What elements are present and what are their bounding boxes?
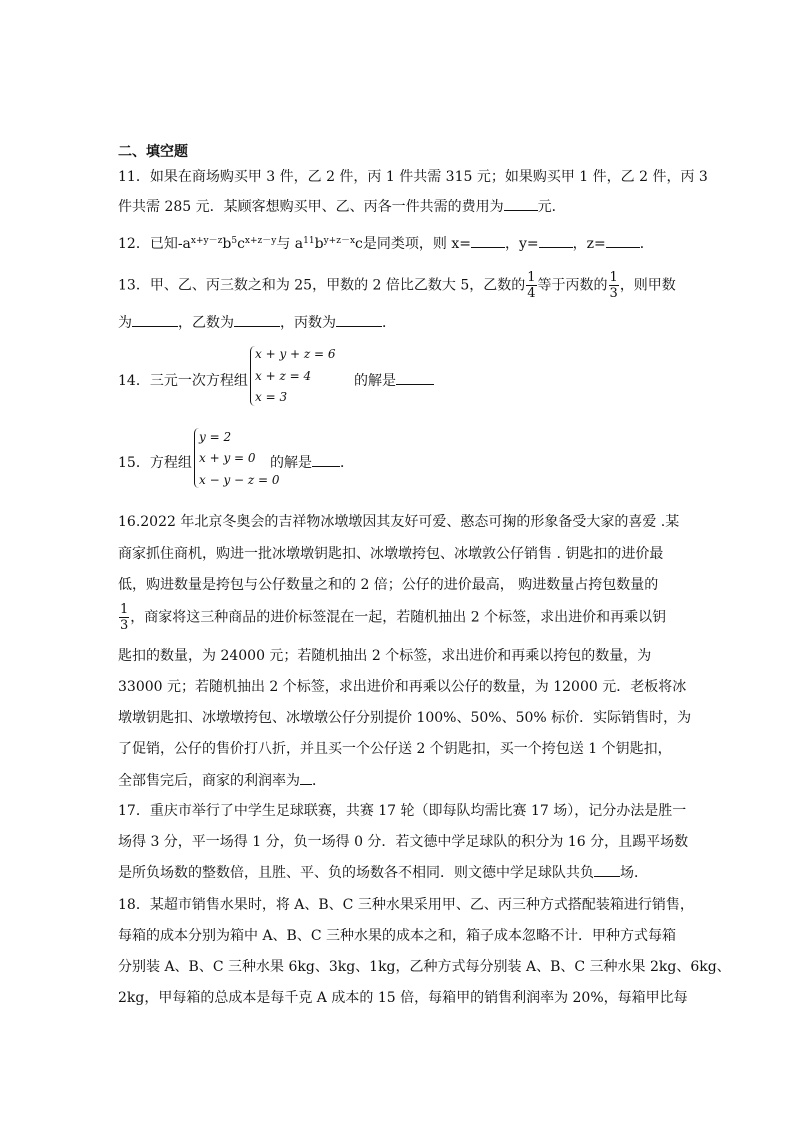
q16-line4-text: ，商家将这三种商品的进价标签混在一起，若随机抽出 2 个标签，求出进价和再乘以钥 [130, 609, 667, 626]
q15-eq3: x − y − z = 0 [199, 473, 280, 487]
q13-text-d: 为 [118, 315, 132, 331]
q17-line3-end: 场． [620, 865, 648, 881]
q12-exp5: y+z－x [323, 236, 356, 246]
q12-z-label: ，z= [572, 236, 606, 252]
q12-exp4: 11 [303, 236, 315, 246]
q16-line8: 了促销，公仔的售价打八折，并且买一个公仔送 2 个钥匙扣，买一个挎包送 1 个钥匙扣， [118, 741, 672, 757]
q11-answer-blank [504, 197, 538, 211]
q13-c-blank [336, 313, 382, 327]
q13-frac2-den: 3 [609, 286, 618, 301]
q12-c2: c是同类项，则 x= [355, 236, 471, 252]
q14-eq2: x + z = 4 [255, 369, 312, 383]
q13-line1 [118, 270, 676, 301]
q11-end: 元． [537, 199, 566, 215]
q13-text-b: 等于丙数的 [537, 277, 608, 294]
q13-b-blank [234, 313, 280, 327]
q15-answer-blank [312, 453, 340, 467]
q13-text-e: ，乙数为 [178, 315, 234, 331]
q15-eq2: x + y = 0 [199, 451, 256, 465]
q12-mid: 与 a [276, 236, 304, 252]
q12-c: c [237, 236, 245, 252]
q12-exp3: x+z－y [244, 236, 277, 246]
q15-label: 15．方程组 [118, 455, 192, 471]
q13-text-g: ． [382, 315, 396, 331]
q16-line9-end: ． [312, 773, 326, 789]
q12-b2: b [314, 236, 324, 252]
q13-frac1-den: 4 [527, 286, 536, 301]
q13-frac2-num: 1 [609, 270, 618, 285]
q16-line5: 匙扣的数量，为 24000 元；若随机抽出 2 个标签，求出进价和再乘以挎包的数量，为 [118, 648, 652, 664]
q13-a-blank [132, 313, 178, 327]
q15-eq1: y = 2 [199, 430, 232, 444]
q12-exp2: 5 [231, 236, 238, 246]
q13-line2 [118, 312, 396, 332]
q16-frac-den: 3 [120, 618, 129, 633]
q14-answer-blank [396, 371, 434, 385]
q16-line4 [118, 602, 666, 633]
q13-text-f: ，丙数为 [280, 315, 336, 331]
q12-end: ． [639, 236, 654, 252]
q17-line1: 17．重庆市举行了中学生足球联赛，共赛 17 轮（即每队均需比赛 17 场），记分办法是胜一 [118, 803, 687, 819]
q14-label: 14．三元一次方程组 [118, 373, 248, 389]
q11-line1: 11．如果在商场购买甲 3 件，乙 2 件，丙 1 件共需 315 元；如果购买甲 1 件，乙 2 件，丙 3 [118, 169, 708, 185]
q16-line2: 商家抓住商机，购进一批冰墩墩钥匙扣、冰墩墩挎包、冰墩敦公仔销售 . 钥匙扣的进价最 [118, 546, 664, 562]
q15-suffix [270, 452, 354, 472]
q11-text: 件共需 285 元．某顾客想购买甲、乙、丙各一件共需的费用为 [118, 199, 504, 215]
q18-line4: 2kg，甲每箱的总成本是每千克 A 成本的 15 倍，每箱甲的销售利润率为 20%，每箱甲比每 [118, 990, 688, 1006]
q13-frac1-num: 1 [527, 270, 536, 285]
q14-eq1: x + y + z = 6 [255, 347, 336, 361]
q17-line2: 场得 3 分，平一场得 1 分，负一场得 0 分．若文德中学足球队的积分为 16 分，且踢平场数 [118, 834, 689, 850]
q15-end: ． [340, 455, 354, 471]
section-title: 二、填空题 [118, 144, 188, 160]
q11-line2 [118, 196, 566, 216]
q16-fraction [119, 602, 129, 633]
q16-answer-blank [300, 771, 312, 785]
q12-prefix: 12．已知-a [118, 236, 191, 252]
q14-suffix-text: 的解是 [354, 373, 396, 389]
q12-x-blank [471, 234, 505, 248]
q12-line [118, 233, 654, 253]
q15-suffix-text: 的解是 [270, 455, 312, 471]
q12-z-blank [606, 234, 640, 248]
q13-fraction-2 [609, 270, 619, 301]
q17-line3 [118, 862, 648, 882]
q18-line3: 分别装 A、B、C 三种水果 6kg、3kg、1kg，乙种方式每分别装 A、B、C 三种水果 2kg、6kg、 [118, 959, 731, 975]
q16-line9-text: 全部售完后，商家的利润率为 [118, 773, 300, 789]
q12-y-label: ，y= [504, 236, 539, 252]
q12-b: b [222, 236, 232, 252]
q13-text-c: ，则甲数 [619, 277, 676, 294]
q16-line7: 墩墩钥匙扣、冰墩墩挎包、冰墩墩公仔分别提价 100%、50%、50% 标价．实际销售时，为 [118, 710, 692, 726]
q12-exp1: x+y－z [190, 236, 223, 246]
q16-line6: 33000 元；若随机抽出 2 个标签，求出进价和再乘以公仔的数量，为 12000 元．老板将冰 [118, 679, 687, 695]
q17-line3-text: 是所负场数的整数倍，且胜、平、负的场数各不相同．则文德中学足球队共负 [118, 865, 594, 881]
q13-fraction-1 [526, 270, 536, 301]
q14-suffix [354, 370, 434, 390]
q12-y-blank [539, 234, 573, 248]
q13-text-a: 13．甲、乙、丙三数之和为 25，甲数的 2 倍比乙数大 5，乙数的 [118, 277, 526, 294]
q16-line9 [118, 770, 326, 790]
q17-answer-blank [594, 863, 620, 877]
q14-eq3: x = 3 [255, 390, 288, 404]
q18-line2: 每箱的成本分别为箱中 A、B、C 三种水果的成本之和，箱子成本忽略不计．甲种方式每箱 [118, 928, 677, 944]
q16-frac-num: 1 [120, 602, 129, 617]
q18-line1: 18．某超市销售水果时，将 A、B、C 三种水果采用甲、乙、丙三种方式搭配装箱进行销售， [118, 897, 694, 913]
q16-line3: 低，购进数量是挎包与公仔数量之和的 2 倍；公仔的进价最高， 购进数量占挎包数量的 [118, 577, 659, 593]
q16-line1: 16.2022 年北京冬奥会的吉祥物冰墩墩因其友好可爱、憨态可掬的形象备受大家的喜爱 .某 [118, 514, 680, 530]
